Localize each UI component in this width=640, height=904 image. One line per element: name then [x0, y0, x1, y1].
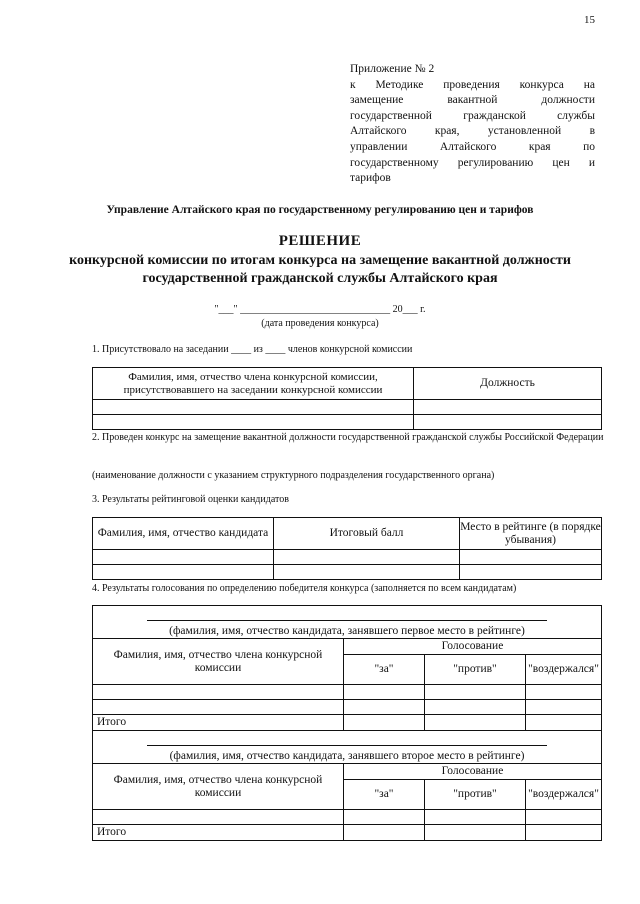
candidate-second-caption: (фамилия, имя, отчество кандидата, занявшего второе место в рейтинге)	[169, 750, 525, 762]
annex-line: тарифов	[350, 172, 391, 185]
table-row	[93, 550, 602, 565]
table-row	[93, 565, 602, 580]
signature-line	[147, 620, 547, 621]
member-header: Фамилия, имя, отчество члена конкурсной комиссии	[93, 764, 344, 810]
signature-line	[147, 745, 547, 746]
vote-for-header: "за"	[344, 780, 425, 810]
voting-header: Голосование	[344, 764, 602, 780]
date-caption: (дата проведения конкурса)	[261, 318, 379, 329]
vote-against-header: "против"	[425, 780, 526, 810]
candidate-first-cell	[93, 606, 602, 639]
total-label: Итого	[93, 715, 344, 731]
table-row	[93, 810, 602, 825]
rating-table	[92, 517, 602, 580]
vote-abstain-header: "воздержался"	[526, 655, 602, 685]
annex-line: к Методике проведения конкурса на	[350, 78, 595, 91]
annex-line: управлении Алтайского края по	[350, 140, 595, 153]
table-header: Итоговый балл	[274, 518, 460, 550]
vote-against-header: "против"	[425, 655, 526, 685]
table-header: Фамилия, имя, отчество члена конкурсной комиссии, присутствовавшего на заседании конкурсной комиссии	[93, 368, 414, 400]
table-row	[93, 400, 602, 415]
total-label: Итого	[93, 825, 344, 841]
table-header: Должность	[414, 368, 602, 400]
page-number: 15	[584, 14, 595, 26]
date-line: "___" ______________________________ 20___ г.	[214, 304, 426, 315]
candidate-second-cell	[93, 731, 602, 764]
document-subtitle: конкурсной комиссии по итогам конкурса на замещение вакантной должности государственной гражданской службы Алтайского края	[69, 253, 571, 286]
annex-header	[350, 62, 595, 187]
annex-line: Алтайского края, установленной в	[350, 125, 595, 138]
table-header: Фамилия, имя, отчество кандидата	[93, 518, 274, 550]
annex-line: замещение вакантной должности	[350, 94, 595, 107]
vote-for-header: "за"	[344, 655, 425, 685]
organization-name: Управление Алтайского края по государственному регулированию цен и тарифов	[106, 204, 534, 216]
total-row	[93, 715, 602, 731]
section1-text: 1. Присутствовало на заседании ____ из ____ членов конкурсной комиссии	[92, 344, 413, 355]
annex-line: государственной гражданской службы	[350, 109, 595, 122]
section2-caption: (наименование должности с указанием структурного подразделения государственного органа)	[92, 470, 495, 481]
document-title: РЕШЕНИЕ	[278, 233, 362, 249]
voting-header: Голосование	[344, 639, 602, 655]
attendance-table	[92, 367, 602, 430]
total-row	[93, 825, 602, 841]
table-row	[93, 700, 602, 715]
member-header: Фамилия, имя, отчество члена конкурсной комиссии	[93, 639, 344, 685]
vote-abstain-header: "воздержался"	[526, 780, 602, 810]
voting-table	[92, 605, 602, 841]
candidate-first-caption: (фамилия, имя, отчество кандидата, занявшего первое место в рейтинге)	[169, 625, 525, 637]
annex-line: Приложение № 2	[350, 63, 435, 75]
section3-text: 3. Результаты рейтинговой оценки кандидатов	[92, 494, 289, 505]
section2-text: 2. Проведен конкурс на замещение вакантной должности государственной гражданской службы Российской Федерации	[92, 432, 604, 443]
annex-line: государственному регулированию цен и	[350, 156, 595, 169]
table-row	[93, 415, 602, 430]
table-row	[93, 685, 602, 700]
section4-text: 4. Результаты голосования по определению победителя конкурса (заполняется по всем кандидатам)	[92, 583, 517, 594]
table-header: Место в рейтинге (в порядке убывания)	[460, 518, 602, 550]
